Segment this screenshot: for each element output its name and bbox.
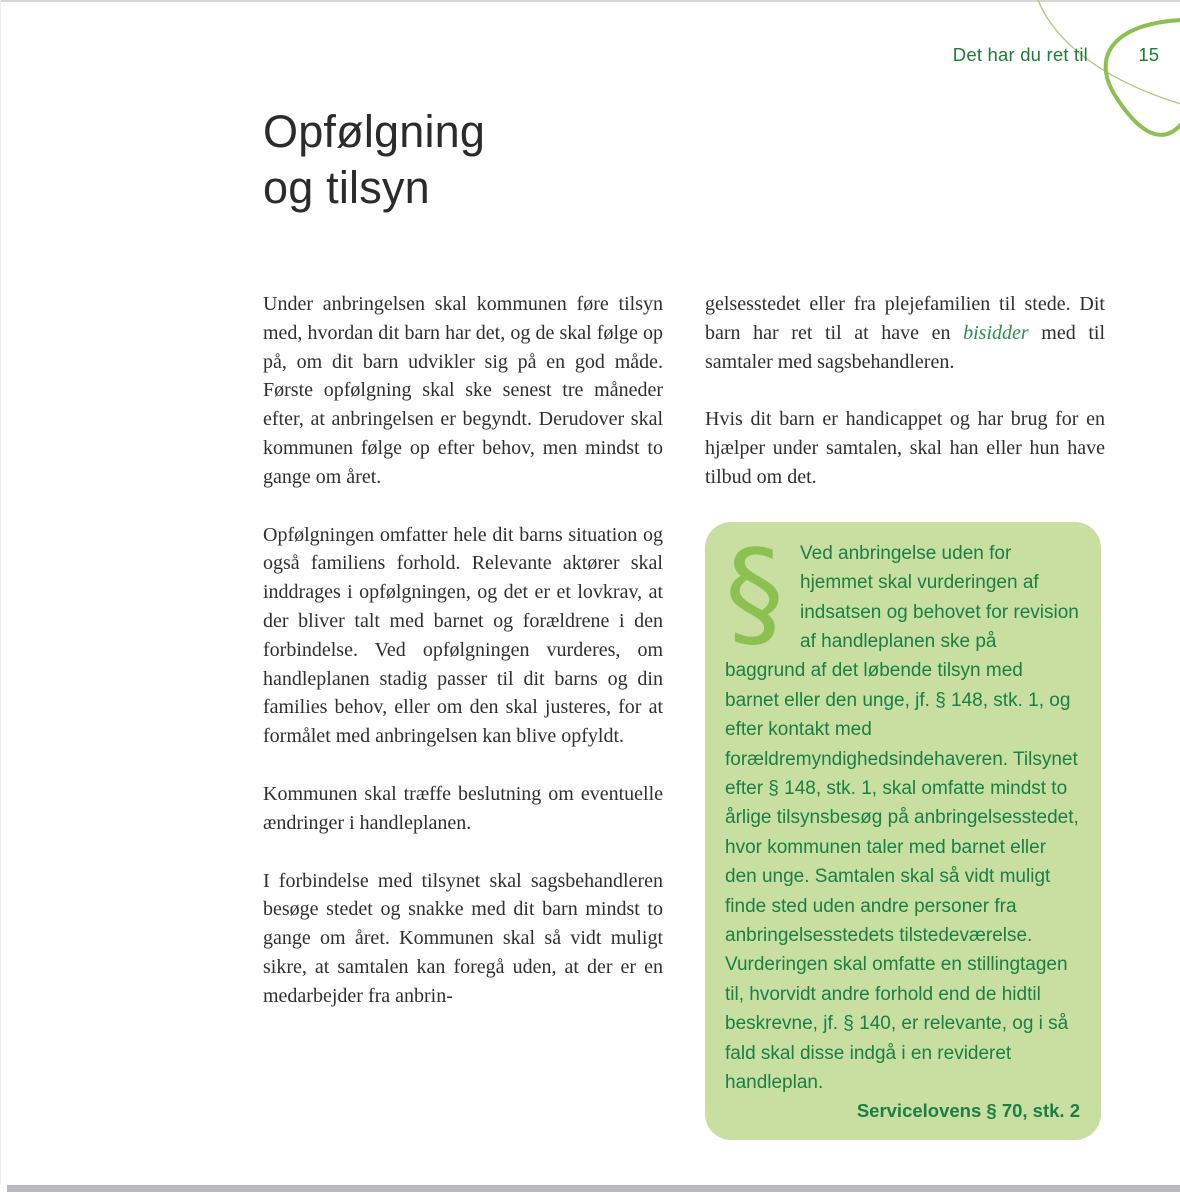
left-column [263, 290, 663, 1140]
running-head: Det har du ret til [952, 44, 1088, 65]
right-column [705, 290, 1105, 1140]
page-number: 15 [1138, 44, 1159, 65]
highlighted-term: bisidder [963, 321, 1029, 344]
law-box-text: Ved anbringelse uden for hjemmet skal vurderingen af indsatsen og behovet for revision af handleplanen ske på baggrund af det løbende tilsyn med barnet eller den unge, jf. § 148, stk. 1, og efter kontakt med forældremyndighedsindehaveren. Tilsynet efter § 148, stk. 1, skal omfatte mindst to årlige tilsynsbesøg på anbringelsesstedet, hvor kommunen taler med barnet eller den unge. Samtalen skal så vidt muligt finde sted uden andre personer fra anbringelsesstedets tilstedeværelse. Vurderingen skal omfatte en stillingtagen til, hvorvidt andre forhold end de hidtil beskrevne, jf. § 140, er relevante, og i så fald skal disse indgå i en revideret handleplan. [725, 542, 1079, 1094]
paragraph: Opfølgningen omfatter hele dit barns situation og også familiens forhold. Relevante aktører skal inddrages i opfølgningen, og det er et lovkrav, at der bliver talt med barnet og forældrene i den forbindelse. Ved opfølgningen vurderes, om handleplanen stadig passer til dit barns og din families behov, eller om den skal justeres, for at formålet med anbringelsen kan blive opfyldt. [263, 523, 663, 748]
section-paragraph-icon: § [725, 523, 784, 662]
law-box-body [725, 523, 1080, 1098]
paragraph [705, 290, 1105, 376]
paragraph: Kommunen skal træffe beslutning om eventuelle ændringer i handleplanen. [263, 782, 663, 834]
page-title-line2: og tilsyn [263, 162, 430, 213]
page-title [263, 104, 1105, 216]
page-content [263, 0, 1105, 1140]
law-quote-box [705, 522, 1101, 1140]
page-bottom-bar [7, 1185, 1180, 1192]
law-box-attribution: Servicelovens § 70, stk. 2 [856, 1099, 1080, 1121]
body-columns [263, 290, 1105, 1140]
page-left-edge [0, 0, 1, 1185]
paragraph: Hvis dit barn er handicappet og har brug for en hjælper under samtalen, skal han eller hun have tilbud om det. [705, 408, 1105, 488]
paragraph-text: med til samtaler med sagsbehandleren. [705, 321, 1105, 373]
paragraph-text: gelsesstedet eller fra plejefamilien til stede. Dit barn har ret til at have en [705, 293, 1105, 344]
page-title-line1: Opfølgning [263, 106, 486, 157]
paragraph: Under anbringelsen skal kommunen føre tilsyn med, hvordan dit barn har det, og de skal følge op på, om dit barn udvikler sig på en god måde. Første opfølgning skal ske senest tre måneder efter, at anbringelsen er begyndt. Derudover skal kommunen følge op efter behov, men mindst to gange om året. [263, 293, 663, 488]
paragraph: I forbindelse med tilsynet skal sagsbehandleren besøge stedet og snakke med dit barn mindst to gange om året. Kommunen skal så vidt muligt sikre, at samtalen kan foregå uden, at der er en medarbejder fra anbrin- [263, 869, 663, 1007]
